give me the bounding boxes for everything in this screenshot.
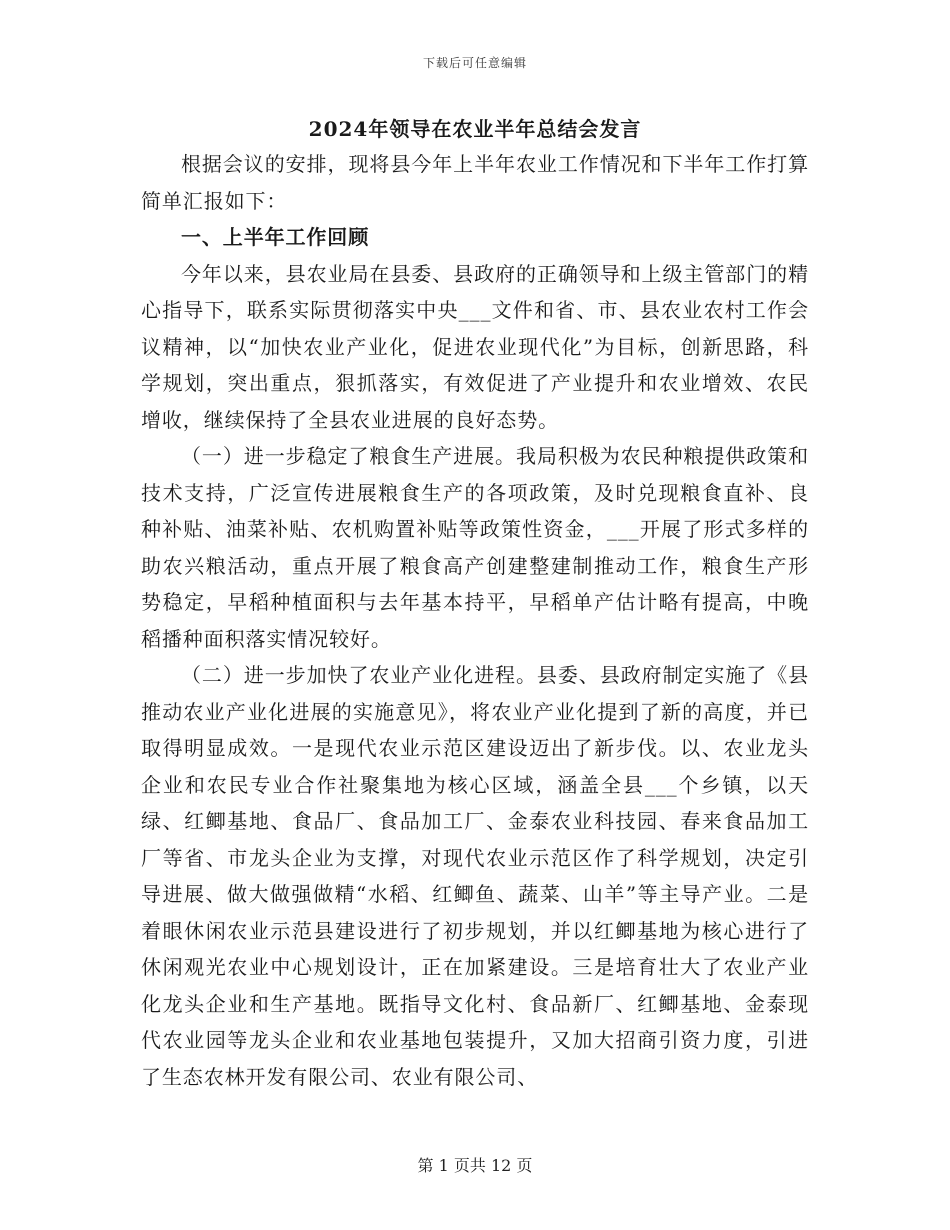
body-paragraph: （二）进一步加快了农业产业化进程。县委、县政府制定实施了《县推动农业产业化进展的实施意见》，将农业产业化提到了新的高度，并已取得明显成效。一是现代农业示范区建设迈出了新步伐。以、农业龙头企业和农民专业合作社聚集地为核心区域，涵盖全县___个乡镇，以天绿、红鲫基地、食品厂、食品加工厂、金泰农业科技园、春来食品加工厂等省、市龙头企业为支撑，对现代农业示范区作了科学规划，决定引导进展、做大做强做精“水稻、红鲫鱼、蔬菜、山羊”等主导产业。二是着眼休闲农业示范县建设进行了初步规划，并以红鲫基地为核心进行了休闲观光农业中心规划设计，正在加紧建设。三是培育壮大了农业产业化龙头企业和生产基地。既指导文化村、食品新厂、红鲫基地、金泰现代农业园等龙头企业和农业基地包装提升，又加大招商引资力度，引进了生态农林开发有限公司、农业有限公司、 (141, 663, 809, 1089)
page-header-note: 下载后可任意编辑 (422, 56, 527, 70)
page-number-footer: 第 1 页共 12 页 (417, 1156, 533, 1175)
document-title: 2024年领导在农业半年总结会发言 (308, 117, 642, 141)
intro-paragraph: 根据会议的安排，现将县今年上半年农业工作情况和下半年工作打算简单汇报如下： (141, 152, 809, 213)
body-paragraph: 今年以来，县农业局在县委、县政府的正确领导和上级主管部门的精心指导下，联系实际贯彻落实中央___文件和省、市、县农业农村工作会议精神，以“加快农业产业化，促进农业现代化”为目标，创新思路，科学规划，突出重点，狠抓落实，有效促进了产业提升和农业增效、农民增收，继续保持了全县农业进展的良好态势。 (141, 261, 809, 432)
section-heading: 一、上半年工作回顾 (181, 225, 370, 249)
body-paragraph: （一）进一步稳定了粮食生产进展。我局积极为农民种粮提供政策和技术支持，广泛宣传进展粮食生产的各项政策，及时兑现粮食直补、良种补贴、油菜补贴、农机购置补贴等政策性资金，___开展了形式多样的助农兴粮活动，重点开展了粮食高产创建整建制推动工作，粮食生产形势稳定，早稻种植面积与去年基本持平，早稻单产估计略有提高，中晚稻播种面积落实情况较好。 (141, 444, 809, 651)
document-body (141, 146, 809, 1095)
